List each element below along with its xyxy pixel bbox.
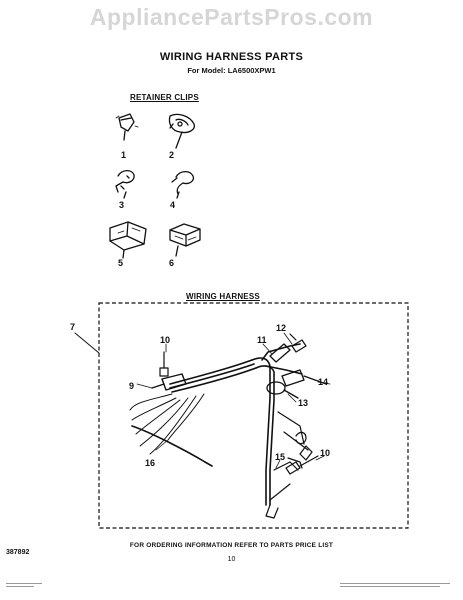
page-title: WIRING HARNESS PARTS xyxy=(159,51,304,63)
harness-trunk xyxy=(170,344,302,505)
harness-connector-9 xyxy=(152,374,186,390)
clip-label-1: 1 xyxy=(121,150,127,160)
retainer-clip-3 xyxy=(116,171,134,198)
clip-label-4: 4 xyxy=(170,200,176,210)
watermark: AppliancePartsPros.com xyxy=(89,4,374,30)
clip-label-5: 5 xyxy=(118,258,124,268)
retainer-clip-2 xyxy=(169,114,194,148)
label-10-right: 10 xyxy=(320,448,331,458)
clip-label-3: 3 xyxy=(119,200,125,210)
wiring-harness-heading: WIRING HARNESS xyxy=(186,292,260,301)
lead-16 xyxy=(132,426,212,466)
label-12: 12 xyxy=(276,323,287,333)
document-number: 387892 xyxy=(6,549,30,556)
harness-frame xyxy=(99,303,408,528)
model-label: For Model: LA6500XPW1 xyxy=(187,66,276,75)
clip-label-6: 6 xyxy=(169,258,175,268)
terminal-10-top xyxy=(160,352,168,376)
terminal-12 xyxy=(290,334,306,352)
label-11: 11 xyxy=(257,335,267,345)
label-15: 15 xyxy=(275,452,286,462)
fine-print-right xyxy=(340,581,458,591)
label-9: 9 xyxy=(129,381,135,391)
connector-11 xyxy=(270,344,290,362)
retainer-clip-6 xyxy=(170,224,200,256)
ordering-note: FOR ORDERING INFORMATION REFER TO PARTS PRICE LIST xyxy=(129,542,334,549)
retainer-clip-5 xyxy=(110,222,146,258)
label-16: 16 xyxy=(145,458,156,468)
label-10-top: 10 xyxy=(160,335,171,345)
component-13 xyxy=(267,382,298,398)
label-13: 13 xyxy=(298,398,309,408)
label-14: 14 xyxy=(318,377,329,387)
retainer-clip-1 xyxy=(116,114,138,140)
page-number: 10 xyxy=(227,556,236,563)
fine-print-left xyxy=(6,581,46,591)
retainer-clip-4 xyxy=(172,172,193,198)
clip-label-2: 2 xyxy=(169,150,175,160)
label-7: 7 xyxy=(70,322,76,332)
retainer-clips-heading: RETAINER CLIPS xyxy=(130,93,199,102)
